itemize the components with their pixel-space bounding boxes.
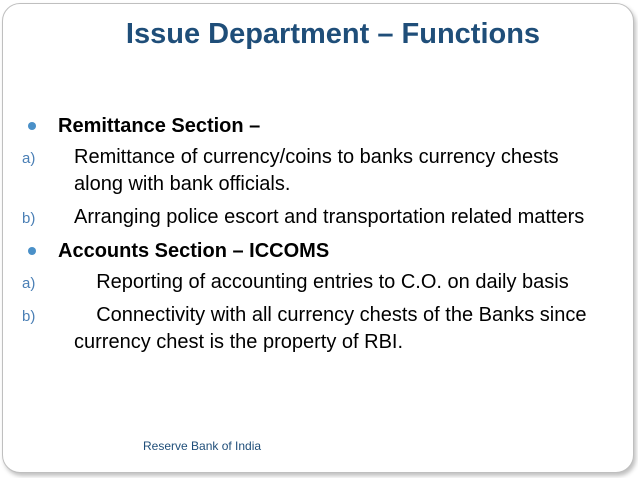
section-heading-remittance <box>22 112 612 140</box>
list-item-text: Arranging police escort and transportation related matters <box>74 206 585 228</box>
bullet-icon <box>28 122 36 130</box>
list-marker: a) <box>22 150 36 167</box>
list-item <box>22 204 612 231</box>
slide-content <box>22 112 612 362</box>
list-item-text: Reporting of accounting entries to C.O. on daily basis <box>74 271 569 293</box>
section-heading-accounts <box>22 237 612 265</box>
list-marker: a) <box>22 275 36 292</box>
list-item <box>22 302 612 356</box>
list-item-text: Connectivity with all currency chests of the Banks since currency chest is the property of RBI. <box>74 304 593 353</box>
list-item-text: Remittance of currency/coins to banks currency chests along with bank officials. <box>74 146 559 195</box>
section-heading-text: Accounts Section – ICCOMS <box>58 240 330 262</box>
list-item <box>22 269 612 296</box>
bullet-icon <box>28 247 36 255</box>
slide-footer: Reserve Bank of India <box>143 439 262 453</box>
list-marker: b) <box>22 308 36 325</box>
list-marker: b) <box>22 210 36 227</box>
section-heading-text: Remittance Section – <box>58 115 261 137</box>
list-item <box>22 144 612 198</box>
slide-title: Issue Department – Functions <box>125 18 541 50</box>
